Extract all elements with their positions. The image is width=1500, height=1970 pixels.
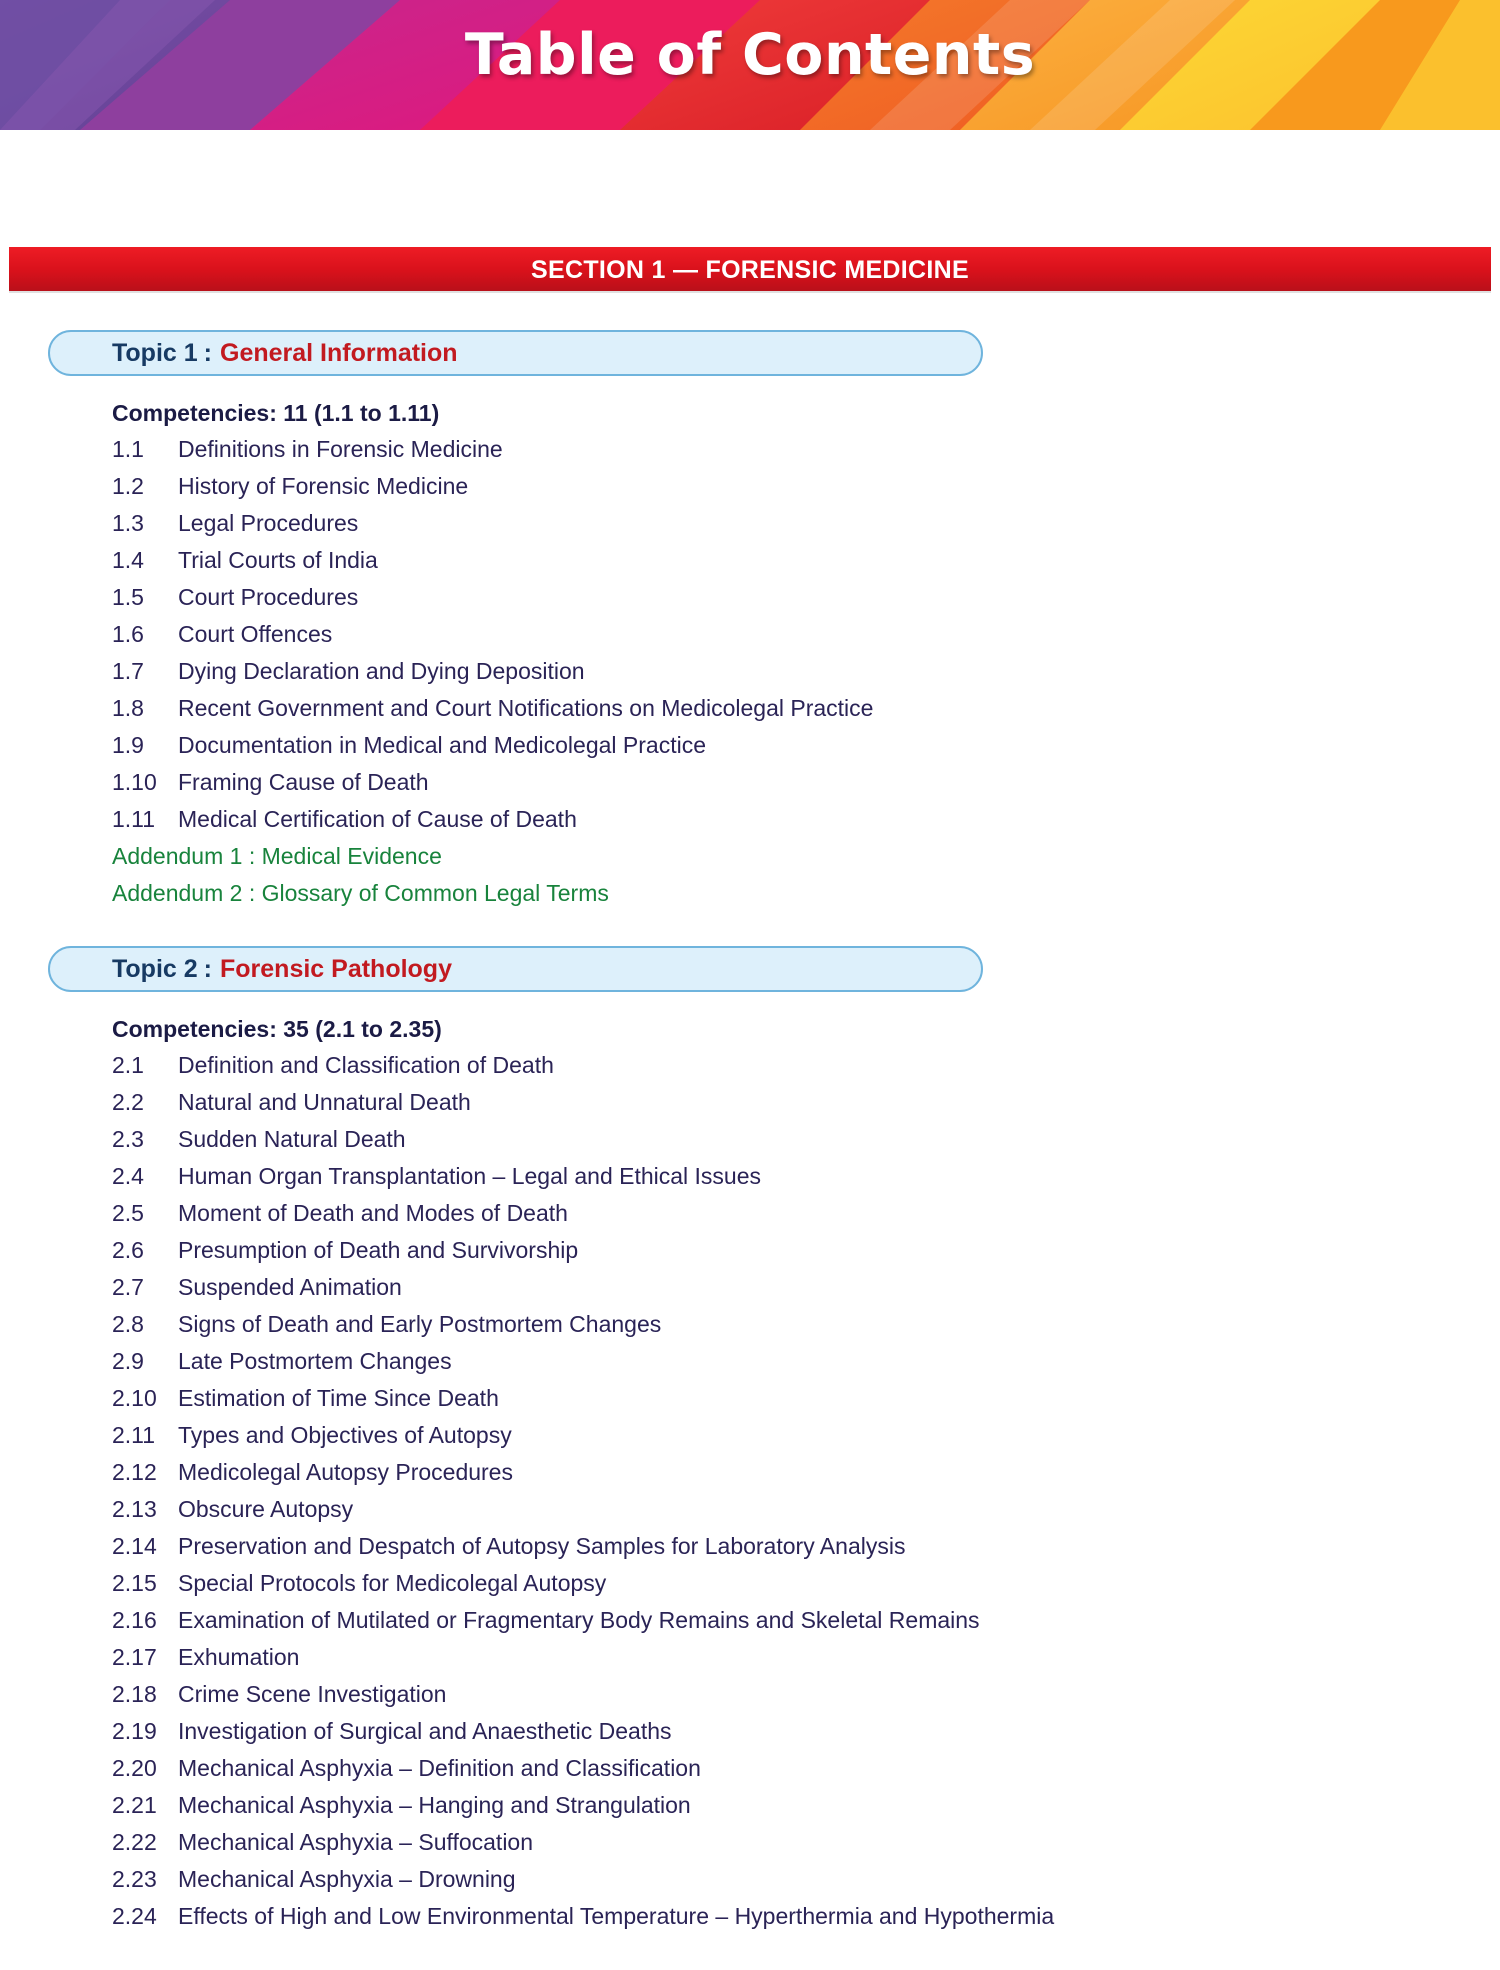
entry-number: 2.13 [112, 1496, 157, 1522]
entry-title: Court Offences [178, 621, 333, 647]
topic-block [0, 946, 1500, 1935]
entry-title: Legal Procedures [178, 510, 359, 536]
list-item[interactable] [112, 1787, 1500, 1824]
entry-title: Exhumation [178, 1644, 300, 1670]
page-header-banner [0, 0, 1500, 152]
entry-number: 2.23 [112, 1866, 157, 1892]
addendum-item[interactable]: Addendum 2 : Glossary of Common Legal Terms [112, 880, 609, 906]
section-header [0, 247, 1500, 291]
entry-number: 1.10 [112, 769, 157, 795]
entry-number: 1.11 [112, 806, 156, 832]
entry-number: 2.9 [112, 1348, 144, 1374]
list-item[interactable] [112, 1084, 1500, 1121]
topic-entry-list [0, 431, 1500, 912]
list-item[interactable] [112, 1861, 1500, 1898]
entry-number: 2.24 [112, 1903, 157, 1929]
entry-number: 2.12 [112, 1459, 157, 1485]
entry-number: 2.5 [112, 1200, 144, 1226]
list-item[interactable] [112, 505, 1500, 542]
list-item[interactable] [112, 1676, 1500, 1713]
entry-title: Special Protocols for Medicolegal Autopsy [178, 1570, 607, 1596]
list-item[interactable] [112, 579, 1500, 616]
list-item[interactable] [112, 690, 1500, 727]
topic-title: Forensic Pathology [220, 954, 452, 983]
list-item[interactable] [112, 1491, 1500, 1528]
entry-number: 2.18 [112, 1681, 157, 1707]
entry-number: 2.14 [112, 1533, 157, 1559]
entry-title: Crime Scene Investigation [178, 1681, 447, 1707]
list-item[interactable] [112, 1195, 1500, 1232]
list-item[interactable] [112, 1713, 1500, 1750]
addendum-item[interactable]: Addendum 1 : Medical Evidence [112, 843, 442, 869]
topic-number-label: Topic 2 [112, 954, 198, 983]
entry-number: 1.8 [112, 695, 144, 721]
list-item[interactable] [112, 1306, 1500, 1343]
topic-separator: : [203, 954, 212, 983]
list-item[interactable] [112, 1639, 1500, 1676]
list-item[interactable] [112, 1898, 1500, 1935]
topic-block [0, 330, 1500, 912]
entry-number: 2.11 [112, 1422, 156, 1448]
entry-number: 2.2 [112, 1089, 144, 1115]
list-item[interactable] [112, 1454, 1500, 1491]
entry-title: Estimation of Time Since Death [178, 1385, 499, 1411]
list-item[interactable] [112, 1232, 1500, 1269]
list-item[interactable] [112, 1121, 1500, 1158]
entry-title: Presumption of Death and Survivorship [178, 1237, 579, 1263]
entry-title: Documentation in Medical and Medicolegal Practice [178, 732, 707, 758]
entry-title: Preservation and Despatch of Autopsy Samples for Laboratory Analysis [178, 1533, 906, 1559]
topic-heading-1[interactable] [48, 330, 983, 376]
list-item[interactable] [112, 542, 1500, 579]
entry-number: 1.1 [112, 436, 144, 462]
entry-title: Definitions in Forensic Medicine [178, 436, 503, 462]
entry-title: Natural and Unnatural Death [178, 1089, 471, 1115]
entry-number: 2.20 [112, 1755, 157, 1781]
topic-separator: : [203, 338, 212, 367]
list-item[interactable] [112, 1565, 1500, 1602]
list-item[interactable] [112, 616, 1500, 653]
entry-title: Mechanical Asphyxia – Drowning [178, 1866, 516, 1892]
entry-number: 2.7 [112, 1274, 144, 1300]
list-item[interactable] [112, 1380, 1500, 1417]
list-item[interactable] [112, 1602, 1500, 1639]
page-title: Table of Contents [464, 22, 1036, 88]
entry-title: Framing Cause of Death [178, 769, 429, 795]
entry-title: Mechanical Asphyxia – Hanging and Strangulation [178, 1792, 691, 1818]
list-item[interactable] [112, 653, 1500, 690]
entry-number: 2.19 [112, 1718, 157, 1744]
list-item[interactable] [112, 431, 1500, 468]
competencies-line: Competencies: 35 (2.1 to 2.35) [112, 1016, 442, 1042]
entry-title: Medical Certification of Cause of Death [178, 806, 577, 832]
entry-title: Examination of Mutilated or Fragmentary Body Remains and Skeletal Remains [178, 1607, 980, 1633]
entry-title: History of Forensic Medicine [178, 473, 469, 499]
section-header-label: SECTION 1 — FORENSIC MEDICINE [531, 256, 969, 284]
entry-title: Moment of Death and Modes of Death [178, 1200, 568, 1226]
list-item[interactable] [112, 1343, 1500, 1380]
topic-entry-list [0, 1047, 1500, 1935]
list-item[interactable] [112, 1047, 1500, 1084]
entry-title: Court Procedures [178, 584, 359, 610]
list-item[interactable] [112, 1269, 1500, 1306]
entry-number: 2.3 [112, 1126, 144, 1152]
entry-title: Trial Courts of India [178, 547, 378, 573]
entry-number: 2.16 [112, 1607, 157, 1633]
entry-title: Dying Declaration and Dying Deposition [178, 658, 585, 684]
entry-title: Investigation of Surgical and Anaesthetic Deaths [178, 1718, 672, 1744]
entry-title: Mechanical Asphyxia – Suffocation [178, 1829, 534, 1855]
list-item[interactable] [112, 727, 1500, 764]
entry-number: 2.22 [112, 1829, 157, 1855]
list-item[interactable] [112, 468, 1500, 505]
entry-number: 1.6 [112, 621, 144, 647]
entry-title: Medicolegal Autopsy Procedures [178, 1459, 513, 1485]
entry-number: 1.9 [112, 732, 144, 758]
competencies-line: Competencies: 11 (1.1 to 1.11) [112, 400, 440, 426]
topic-number-label: Topic 1 [112, 338, 198, 367]
entry-title: Sudden Natural Death [178, 1126, 406, 1152]
entry-title: Mechanical Asphyxia – Definition and Classification [178, 1755, 701, 1781]
entry-number: 1.7 [112, 658, 144, 684]
entry-number: 2.17 [112, 1644, 157, 1670]
list-item[interactable] [112, 1158, 1500, 1195]
entry-number: 2.6 [112, 1237, 144, 1263]
entry-title: Suspended Animation [178, 1274, 402, 1300]
entry-title: Signs of Death and Early Postmortem Changes [178, 1311, 662, 1337]
entry-title: Obscure Autopsy [178, 1496, 354, 1522]
toc-content [0, 330, 1500, 1935]
list-item[interactable] [112, 1528, 1500, 1565]
topic-title: General Information [220, 338, 458, 367]
entry-title: Human Organ Transplantation – Legal and Ethical Issues [178, 1163, 762, 1189]
list-item[interactable] [112, 1824, 1500, 1861]
entry-number: 1.2 [112, 473, 144, 499]
entry-number: 2.21 [112, 1792, 157, 1818]
entry-title: Recent Government and Court Notifications on Medicolegal Practice [178, 695, 874, 721]
entry-number: 1.5 [112, 584, 144, 610]
entry-title: Late Postmortem Changes [178, 1348, 452, 1374]
entry-number: 2.1 [112, 1052, 144, 1078]
entry-title: Types and Objectives of Autopsy [178, 1422, 512, 1448]
list-item[interactable] [112, 764, 1500, 801]
entry-title: Effects of High and Low Environmental Temperature – Hyperthermia and Hypothermia [178, 1903, 1055, 1929]
entry-number: 1.4 [112, 547, 144, 573]
entry-number: 2.10 [112, 1385, 157, 1411]
entry-number: 1.3 [112, 510, 144, 536]
list-item[interactable] [112, 801, 1500, 838]
entry-number: 2.8 [112, 1311, 144, 1337]
list-item[interactable] [112, 1417, 1500, 1454]
topic-heading-2[interactable] [48, 946, 983, 992]
section-header-bar [9, 247, 1491, 291]
entry-number: 2.4 [112, 1163, 144, 1189]
list-item[interactable] [112, 1750, 1500, 1787]
entry-number: 2.15 [112, 1570, 157, 1596]
entry-title: Definition and Classification of Death [178, 1052, 554, 1078]
